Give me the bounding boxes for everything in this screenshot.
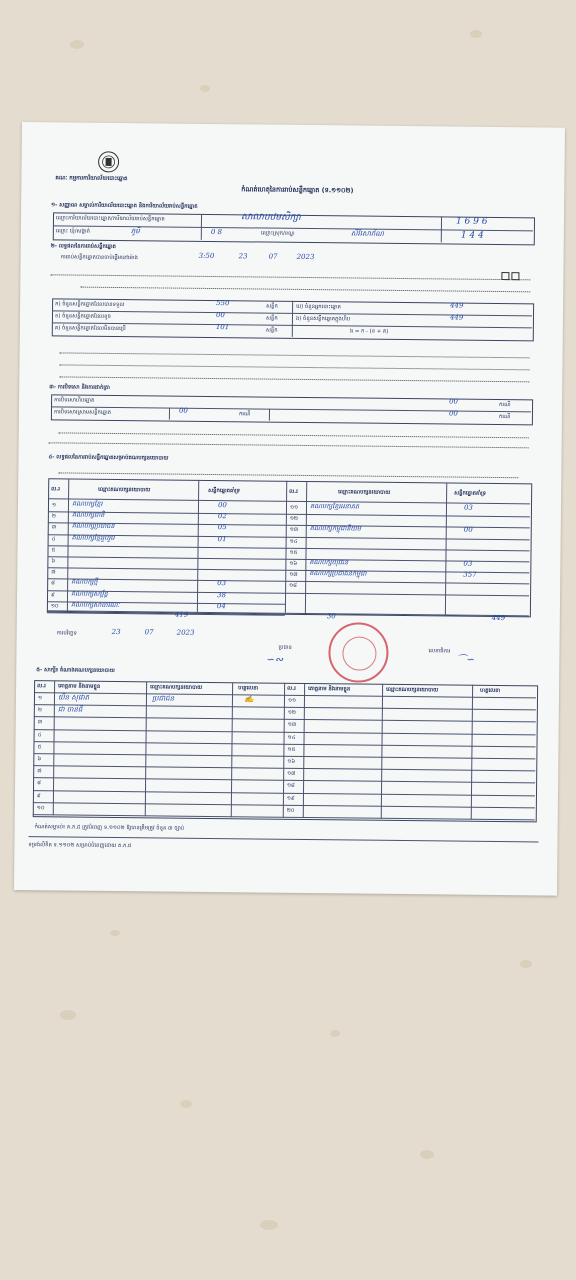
party-votes: 00	[463, 526, 473, 535]
row-number: ១២	[289, 516, 298, 523]
col-party-header: ឈ្មោះគណបក្សនយោបាយ	[386, 686, 439, 694]
form-title: កំណត់ហេតុនៃការរាប់សន្លឹកឆ្នោត (ទ.១១០២)	[241, 185, 354, 195]
section3-title: ៣- ការបិទសោ និងការដាក់ត្រា	[49, 384, 111, 391]
col-no-header: ល.រ	[37, 683, 46, 690]
col-sign-header: ហត្ថលេខា	[238, 685, 259, 692]
witness-row-number: ៣	[37, 719, 43, 726]
row-number: ១៤	[289, 538, 298, 545]
row-number: ១៥	[289, 549, 298, 556]
count-start-intro: ការរាប់សន្លឹកឆ្នោតបានចាប់ផ្តើមនៅម៉ោង	[60, 254, 138, 262]
unit-label: ករណី	[498, 414, 511, 421]
party-votes: 02	[217, 512, 227, 521]
org-line: គណៈ កម្មការការិយាល័យបោះឆ្នោត	[55, 175, 128, 183]
district-label: ឈ្មោះស្រុក/ខណ្ឌ	[260, 230, 295, 237]
row-number: ១០	[50, 603, 59, 610]
row-b-label: ខ) ចំនួនសន្លឹកឆ្នោតដែលខូច	[54, 313, 111, 320]
section5-title: ៥- សាក្សី៖ តំណាងគណបក្សនយោបាយ	[36, 667, 115, 675]
dotted-line	[50, 266, 530, 280]
office-name-value: សាលាបឋមសិក្សា	[240, 212, 301, 223]
sign-date-day: 23	[111, 627, 121, 637]
row-d-label: ឃ) ចំនួនអ្នកបោះឆ្នោត	[296, 303, 341, 311]
checkbox-yes[interactable]	[500, 272, 520, 280]
wall-spot	[260, 1220, 278, 1230]
witness-row-number: ១២	[287, 710, 296, 717]
row-c-value: 101	[215, 323, 230, 332]
row-number: ១៧	[289, 572, 298, 579]
party-name: គណបក្សប្រជាជន	[71, 521, 115, 531]
party-votes: 03	[217, 579, 227, 588]
dotted-line	[59, 368, 529, 382]
nec-emblem-icon	[97, 151, 119, 173]
dotted-line	[80, 281, 530, 293]
party-name: គណបក្សខ្មែររួបរួម	[71, 533, 115, 542]
row-e-label: ង) ចំនួនសន្លឹកឆ្នោតក្នុងហិប	[295, 315, 351, 323]
invalid-total: 30	[326, 612, 336, 621]
section1-number: 0 8	[210, 227, 223, 237]
col-votes-header: សន្លឹកឆ្នោតគាំទ្រ	[454, 490, 487, 497]
party-votes: 03	[463, 503, 473, 512]
party-name: គណបក្សកម្ពុជានិយម	[309, 524, 361, 533]
commune-label: ឈ្មោះ ឃុំ/សង្កាត់	[55, 228, 91, 235]
witness-row-number: ១៦	[287, 758, 296, 765]
witness-name: ជា ចាន់ធី	[57, 705, 83, 714]
section4-title: ៤- លទ្ធផលនៃការរាប់សន្លឹកឆ្នោតសម្រាប់គណបក្សនយោបាយ	[48, 454, 169, 462]
section1-title: ១- សញ្ញាណ សម្គាល់ការិយាល័យបោះឆ្នោត និងការិយាល័យរាប់សន្លឹកឆ្នោត	[51, 202, 198, 210]
witness-row-number: ១៧	[287, 771, 296, 778]
party-name: គណបក្សខ្មែរអនាគត	[309, 502, 360, 511]
party-votes: 38	[217, 590, 227, 599]
wall-spot	[60, 1010, 76, 1020]
col-party-header: ឈ្មោះគណបក្សនយោបាយ	[98, 486, 151, 494]
col-no-header: ល.រ	[51, 486, 60, 493]
president-signature: ∽∾	[266, 654, 284, 666]
row-number: ១៣	[289, 527, 299, 534]
election-form-paper	[14, 122, 565, 896]
witness-row-number: ១១	[287, 697, 297, 704]
wall-spot	[200, 85, 210, 92]
witness-party: ប្រជាជន	[151, 694, 175, 703]
row-number: ៥	[51, 547, 56, 554]
col-party-header: ឈ្មោះគណបក្សនយោបាយ	[150, 684, 203, 691]
witness-row-number: ៤	[37, 731, 42, 738]
witness-row-number: ៧	[37, 768, 42, 775]
row-d-value: 449	[450, 301, 464, 310]
row-number: ៩	[51, 591, 55, 598]
wall-spot	[470, 30, 482, 38]
row-number: ១	[51, 502, 57, 509]
row-number: ១១	[289, 504, 299, 511]
wall-spot	[330, 1030, 340, 1037]
dotted-line	[49, 436, 529, 448]
witness-row-number: ១៤	[287, 734, 296, 741]
secretary-label: លេខាធិការ	[428, 648, 451, 655]
ballots-in-box-total: 449	[491, 613, 506, 623]
office-code: 1 6 9 6	[455, 216, 488, 227]
witness-row-number: ១០	[36, 804, 45, 812]
col-votes-header: សន្លឹកឆ្នោតគាំទ្រ	[208, 487, 241, 495]
col-party-header: ឈ្មោះគណបក្សនយោបាយ	[338, 489, 391, 496]
party-votes: 357	[463, 570, 477, 579]
form-code: ទម្រង់លិខិត ទ.១១០២ សម្រាប់បំពេញដោយ គ.ក.ជ	[28, 842, 132, 850]
president-label: ប្រធាន	[278, 644, 292, 651]
row-number: ៣	[51, 524, 57, 531]
party-name: គណបក្សជាតិ	[71, 510, 105, 520]
col-name-header: គោត្តនាម និងនាមខ្លួន	[308, 686, 351, 693]
dotted-line	[58, 466, 518, 478]
witness-row-number: ២	[37, 707, 42, 714]
witness-table	[33, 680, 538, 822]
sign-date-month: 07	[144, 628, 154, 637]
row-number: ២	[51, 513, 56, 520]
wall-spot	[420, 1150, 434, 1159]
row-number: ៨	[51, 580, 55, 587]
witness-row-number: ១៥	[287, 746, 296, 753]
wall-spot	[180, 1100, 192, 1108]
party-name: គណបក្សខ្មែរ	[71, 499, 103, 508]
seal-row2-value: 00	[178, 406, 188, 415]
count-month: 07	[268, 252, 278, 261]
unit-label: សន្លឹក	[265, 315, 278, 322]
unit-label: សន្លឹក	[265, 327, 278, 334]
row-number: ៧	[51, 569, 56, 576]
party-name: គណបក្សយុវជន	[309, 558, 349, 567]
row-number: ១៨	[289, 583, 297, 590]
seal-row1-value: 00	[449, 397, 459, 406]
col-name-header: គោត្តនាម និងនាមខ្លួន	[58, 683, 101, 690]
witness-name: យិន សុផាត	[57, 693, 90, 702]
witness-row-number: ៩	[36, 792, 41, 799]
secretary-signature: ⌒∽	[456, 654, 475, 666]
witness-row-number: ១៨	[287, 783, 295, 790]
row-c-label: គ) ចំនួនសន្លឹកឆ្នោតដែលមិនបានប្រើ	[54, 325, 126, 333]
count-day: 23	[238, 252, 248, 261]
witness-row-number: ១៣	[287, 722, 297, 729]
row-e-value: 449	[449, 313, 464, 322]
wall-spot	[110, 930, 120, 936]
sign-date-year: 2023	[176, 628, 195, 637]
formula: ង = ក - (ខ + គ)	[349, 328, 389, 335]
district-value: សិរីសោភ័ណ	[350, 229, 384, 238]
witness-row-number: ៥	[37, 743, 42, 751]
count-year: 2023	[296, 252, 315, 262]
witness-row-number: ២០	[286, 807, 295, 814]
witness-row-number: ៨	[37, 780, 41, 787]
party-votes: 04	[216, 601, 226, 610]
wall-spot	[520, 960, 532, 968]
witness-row-number: ១៩	[286, 795, 295, 802]
witness-row-number: ១	[37, 695, 43, 702]
footer-note: កំណត់សម្គាល់៖ គ.ក.ជ ត្រូវបំពេញ ទ.១១០២ ឱ្យបានត្រឹមត្រូវ ចំនួន ៣ ច្បាប់	[34, 824, 185, 832]
party-votes: 05	[217, 523, 227, 532]
unit-label: ករណី	[499, 402, 511, 409]
party-votes: 00	[217, 501, 227, 510]
count-start-time: 3:50	[198, 251, 215, 261]
col-sign-header: ហត្ថលេខា	[480, 687, 501, 695]
row-number: ៤	[51, 535, 56, 542]
district-code: 1 4 4	[460, 230, 484, 241]
col-no-header: ល.រ	[287, 685, 296, 692]
seal-row2-label: ការបិទសោស្រោមសន្លឹកឆ្នោត	[53, 409, 112, 416]
commune-value: ភូមិ	[130, 227, 140, 236]
office-name-label: ឈ្មោះការិយាល័យបោះឆ្នោត/ការិយាល័យរាប់សន្លឹកឆ្នោត	[55, 215, 165, 223]
row-a-value: 550	[216, 299, 230, 308]
party-name: គណបក្សសាធារណៈ	[70, 600, 120, 609]
party-name: គណបក្សប្រជាជនកម្ពុជា	[309, 569, 367, 578]
row-number: ១៦	[289, 560, 298, 567]
party-votes: 01	[217, 534, 227, 543]
party-name: គណបក្សសម្ព័ន្ធ	[71, 589, 108, 598]
col-no-header: ល.រ	[289, 488, 298, 495]
unit-label: ករណី	[238, 411, 251, 418]
wall-spot	[70, 40, 84, 49]
witness-row-number: ៦	[37, 756, 42, 763]
witness-signature: ✍	[243, 694, 254, 704]
row-a-label: ក) ចំនួនសន្លឹកឆ្នោតដែលបានទទួល	[55, 301, 125, 309]
party-name: គណបក្សថ្មី	[71, 577, 98, 587]
seal-row3-value: 00	[448, 409, 458, 418]
seal-row1-label: ការបិទសោហិបឆ្នោត	[54, 397, 95, 404]
valid-total: 419	[174, 610, 189, 619]
party-votes: 03	[463, 559, 473, 568]
official-seal-stamp	[328, 622, 389, 683]
section2-title: ២- លទ្ធផលនៃការរាប់សន្លឹកឆ្នោត	[50, 243, 116, 250]
unit-label: សន្លឹក	[266, 303, 278, 310]
date-line-label: ការបរិច្ឆេទ	[56, 630, 77, 637]
row-b-value: 00	[215, 311, 225, 320]
row-number: ៦	[51, 558, 56, 565]
